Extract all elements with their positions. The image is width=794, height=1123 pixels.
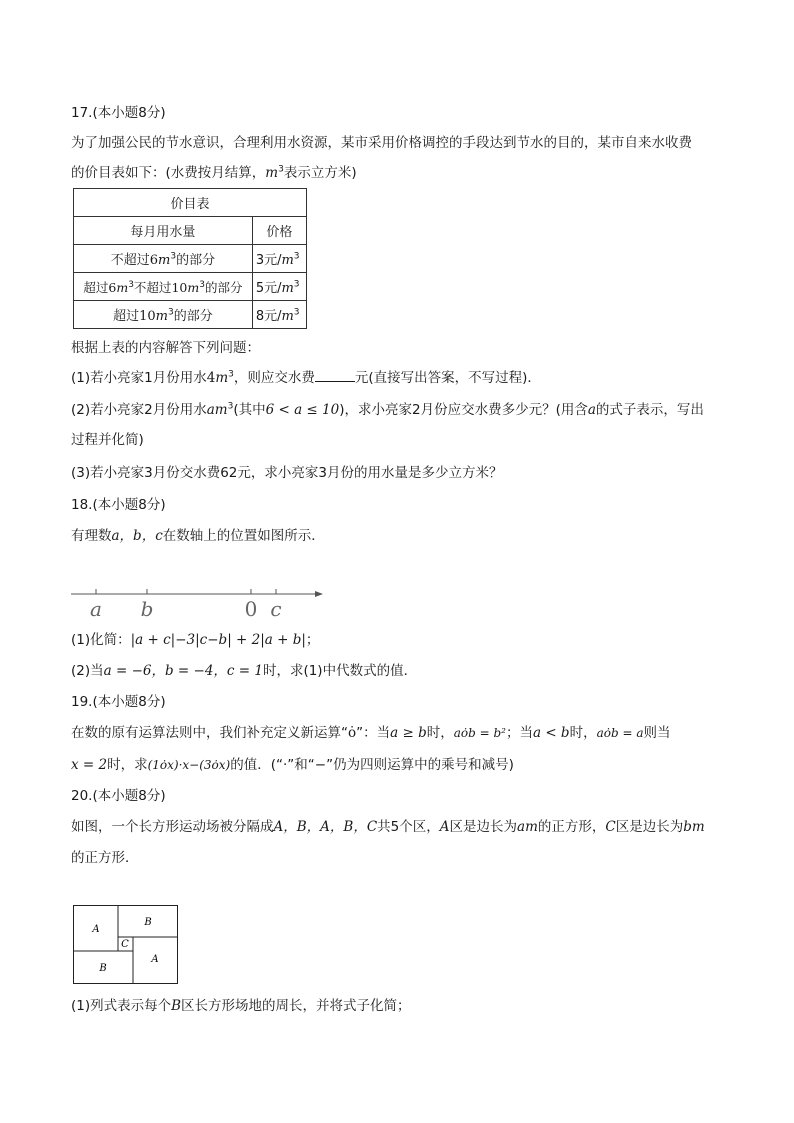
- answer-blank[interactable]: [315, 369, 355, 382]
- q18-intro: 有理数a，b，c在数轴上的位置如图所示．: [71, 528, 325, 544]
- label-zero: 0: [244, 597, 258, 621]
- region-b-label: B: [144, 917, 152, 928]
- q17-part3: (3)若小亮家3月份交水费62元，求小亮家3月份的用水量是多少立方米？: [71, 465, 503, 481]
- q17-part1: (1)若小亮家1月份用水$4m^3$，则应交水费 元(直接写出答案，不写过程)．: [71, 369, 541, 386]
- table-row: 超过$10m^3$的部分 8元$/m^3$: [74, 301, 307, 329]
- q20-header: 20.(本小题8分): [71, 788, 166, 804]
- q20-line1: 如图，一个长方形运动场被分隔成A，B，A，B，C共5个区，A区是边长为am的正方形，C区是边长为bm: [71, 819, 705, 835]
- table-row: 不超过$6m^3$的部分 3元$/m^3$: [74, 245, 307, 273]
- region-a-label: A: [92, 924, 100, 935]
- number-line: [71, 582, 331, 622]
- table-row: 超过$6m^3$不超过$10m^3$的部分 5元$/m^3$: [74, 273, 307, 301]
- q18-header: 18.(本小题8分): [71, 497, 166, 513]
- region-a-label: A: [151, 954, 159, 965]
- label-b: b: [140, 597, 154, 621]
- region-b-label: B: [99, 963, 107, 974]
- q17-part2: (2)若小亮家2月份用水$am^3$(其中6 < a ≤ 10)，求小亮家2月份应交水费多少元？(用含a的式子表示，写出: [71, 401, 704, 418]
- q17-intro-line1: 为了加强公民的节水意识，合理利用水资源，某市采用价格调控的手段达到节水的目的，某市自来水收费: [71, 135, 692, 151]
- q17-header: 17.(本小题8分): [71, 105, 166, 121]
- axis-arrow-icon: [315, 591, 323, 597]
- q19-header: 19.(本小题8分): [71, 694, 166, 710]
- field-diagram: [73, 905, 178, 984]
- label-a: a: [90, 597, 102, 621]
- q20-part1: (1)列式表示每个B区长方形场地的周长，并将式子化简；: [71, 998, 411, 1014]
- col-usage-header: 每月用水量: [74, 217, 253, 245]
- q18-part1: (1)化简：|a + c|−3|c−b| + 2|a + b|；: [71, 632, 320, 648]
- region-c-label: C: [121, 939, 129, 950]
- q17-prompt: 根据上表的内容解答下列问题：: [71, 340, 260, 356]
- q17-part2-cont: 过程并化简): [71, 432, 144, 448]
- q17-intro-line2: 的价目表如下：(水费按月结算，$m^3$表示立方米): [71, 164, 357, 181]
- q18-part2: (2)当a = −6，b = −4，c = 1时，求(1)中代数式的值．: [71, 663, 418, 679]
- price-table-title: 价目表: [74, 189, 307, 217]
- q19-line1: 在数的原有运算法则中，我们补充定义新运算“ȯ”：当a ≥ b时，aȯb = b²；当a < b时，aȯb = a则当: [71, 725, 671, 741]
- q19-line2: x = 2时，求(1ȯx)·x−(3ȯx)的值．(“·”和“−”仍为四则运算中的乘号和减号): [71, 757, 514, 773]
- q20-line2: 的正方形．: [71, 850, 139, 866]
- label-c: c: [270, 597, 282, 621]
- price-table: [73, 188, 307, 329]
- col-price-header: 价格: [252, 217, 306, 245]
